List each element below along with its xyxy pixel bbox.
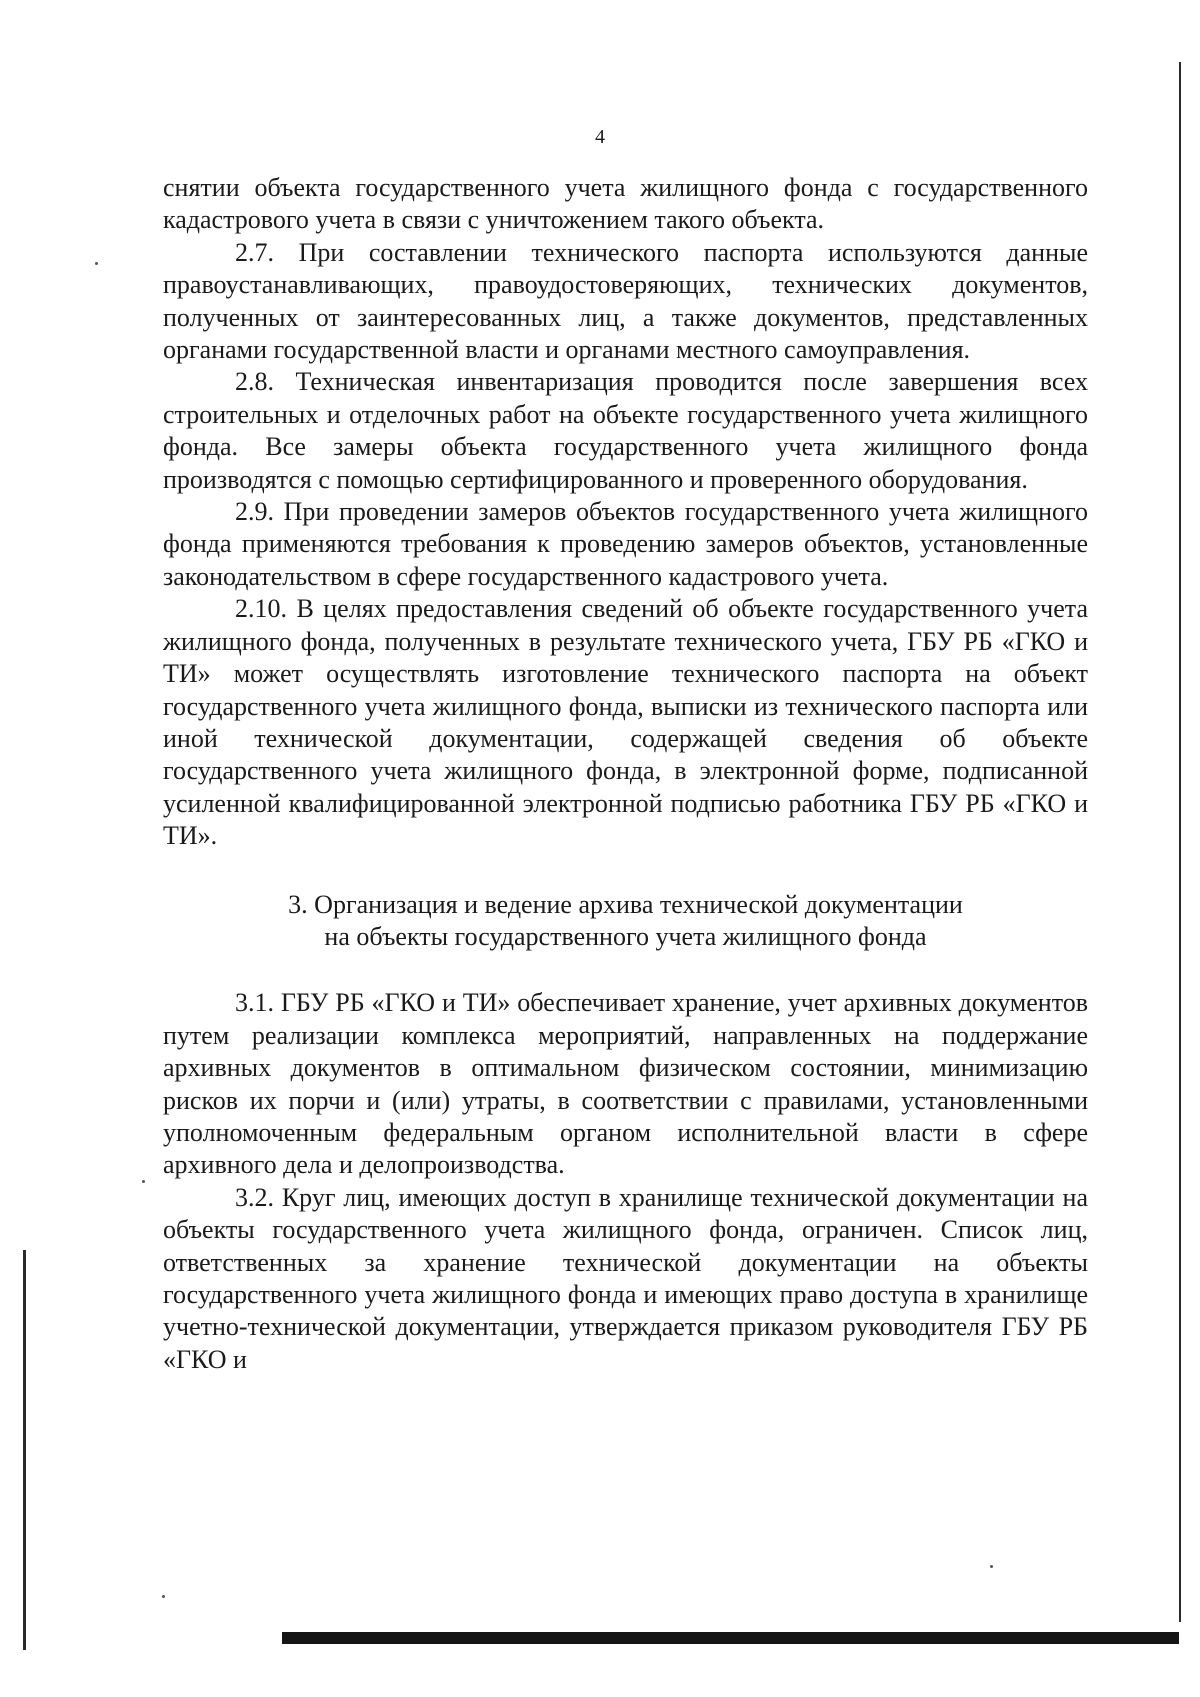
page-number: 4	[595, 126, 605, 148]
section-heading-line-2: на объекты государственного учета жилищного фонда	[324, 921, 927, 951]
scan-speck	[990, 1565, 993, 1568]
scan-edge-line-right	[1179, 62, 1181, 1622]
document-body	[163, 172, 1088, 1376]
scan-edge-line-left	[23, 1250, 26, 1650]
scan-edge-line-bottom	[282, 1632, 1179, 1644]
paragraph-3-1: 3.1. ГБУ РБ «ГКО и ТИ» обеспечивает хранение, учет архивных документов путем реализации комплекса мероприятий, направленных на поддержание архивных документов в оптимальном физическом состоянии, минимизацию рисков их порчи и (или) утраты, в соответствии с правилами, установленными уполномоченным федеральным органом исполнительной власти в сфере архивного дела и делопроизводства.	[163, 988, 1088, 1180]
section-heading-line-1: 3. Организация и ведение архива технической документации	[288, 889, 963, 919]
paragraph-2-8: 2.8. Техническая инвентаризация проводится после завершения всех строительных и отделочных работ на объекте государственного учета жилищного фонда. Все замеры объекта государственного учета жилищного фонда производятся с помощью сертифицированного и проверенного оборудования.	[163, 367, 1088, 494]
paragraph-3-2: 3.2. Круг лиц, имеющих доступ в хранилище технической документации на объекты государственного учета жилищного фонда, ограничен. Список лиц, ответственных за хранение технической документации на объекты государственного учета жилищного фонда и имеющих право доступа в хранилище учетно-технической документации, утверждается приказом руководителя ГБУ РБ «ГКО и	[163, 1182, 1088, 1374]
paragraph-2-7: 2.7. При составлении технического паспорта используются данные правоустанавливающих, правоудостоверяющих, технических документов, полученных от заинтересованных лиц, а также документов, представленных органами государственной власти и органами местного самоуправления.	[163, 237, 1088, 365]
scan-speck	[162, 1595, 165, 1598]
scan-speck	[95, 262, 98, 265]
paragraph-2-9: 2.9. При проведении замеров объектов государственного учета жилищного фонда применяются требования к проведению замеров объектов, установленные законодательством в сфере государственного кадастрового учета.	[163, 497, 1088, 591]
paragraph-continuation: снятии объекта государственного учета жилищного фонда с государственного кадастрового учета в связи с уничтожением такого объекта.	[163, 173, 1088, 235]
paragraph-2-10: 2.10. В целях предоставления сведений об объекте государственного учета жилищного фонда, полученных в результате технического учета, ГБУ РБ «ГКО и ТИ» может осуществлять изготовление технического паспорта на объект государственного учета жилищного фонда, выписки из технического паспорта или иной технической документации, содержащей сведения об объекте государственного учета жилищного фонда, в электронной форме, подписанной усиленной квалифицированной электронной подписью работника ГБУ РБ «ГКО и ТИ».	[163, 594, 1088, 851]
section-heading	[163, 889, 1088, 954]
scan-speck	[142, 1180, 145, 1183]
